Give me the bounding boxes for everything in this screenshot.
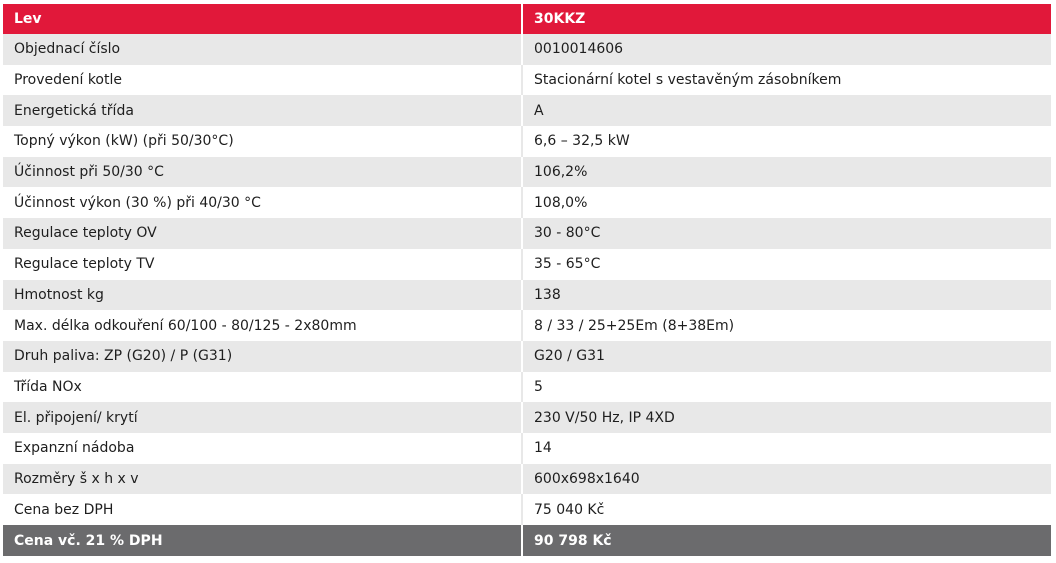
table-row	[3, 187, 1051, 218]
row-value: 5	[522, 372, 1051, 403]
row-label: Hmotnost kg	[3, 280, 522, 311]
table-row	[3, 372, 1051, 403]
row-value: 230 V/50 Hz, IP 4XD	[522, 402, 1051, 433]
spec-table-body	[3, 4, 1051, 556]
row-label: El. připojení/ krytí	[3, 402, 522, 433]
row-value: 108,0%	[522, 187, 1051, 218]
table-row	[3, 34, 1051, 65]
row-label: Cena bez DPH	[3, 494, 522, 525]
table-row	[3, 310, 1051, 341]
row-value: 0010014606	[522, 34, 1051, 65]
spec-table	[3, 4, 1051, 556]
row-label: Účinnost výkon (30 %) při 40/30 °C	[3, 187, 522, 218]
table-row	[3, 65, 1051, 96]
row-value: 138	[522, 280, 1051, 311]
table-row	[3, 464, 1051, 495]
table-row	[3, 218, 1051, 249]
row-value: 30 - 80°C	[522, 218, 1051, 249]
row-value: Stacionární kotel s vestavěným zásobníkem	[522, 65, 1051, 96]
table-row	[3, 126, 1051, 157]
row-value: 35 - 65°C	[522, 249, 1051, 280]
table-row	[3, 433, 1051, 464]
row-label: Rozměry š x h x v	[3, 464, 522, 495]
table-row	[3, 402, 1051, 433]
row-label: Účinnost při 50/30 °C	[3, 157, 522, 188]
row-label: Objednací číslo	[3, 34, 522, 65]
row-value: 14	[522, 433, 1051, 464]
row-value: 8 / 33 / 25+25Em (8+38Em)	[522, 310, 1051, 341]
row-label: Regulace teploty OV	[3, 218, 522, 249]
table-row	[3, 280, 1051, 311]
header-label: Lev	[3, 4, 522, 34]
row-value: 75 040 Kč	[522, 494, 1051, 525]
table-footer-row	[3, 525, 1051, 556]
table-row	[3, 494, 1051, 525]
row-value: 600x698x1640	[522, 464, 1051, 495]
row-value: A	[522, 95, 1051, 126]
table-header-row	[3, 4, 1051, 34]
row-label: Regulace teploty TV	[3, 249, 522, 280]
row-label: Expanzní nádoba	[3, 433, 522, 464]
table-row	[3, 157, 1051, 188]
row-label: Provedení kotle	[3, 65, 522, 96]
header-value: 30KKZ	[522, 4, 1051, 34]
table-row	[3, 249, 1051, 280]
footer-label: Cena vč. 21 % DPH	[3, 525, 522, 556]
row-value: 6,6 – 32,5 kW	[522, 126, 1051, 157]
row-label: Energetická třída	[3, 95, 522, 126]
row-label: Druh paliva: ZP (G20) / P (G31)	[3, 341, 522, 372]
row-label: Topný výkon (kW) (při 50/30°C)	[3, 126, 522, 157]
table-row	[3, 341, 1051, 372]
footer-value: 90 798 Kč	[522, 525, 1051, 556]
row-label: Třída NOx	[3, 372, 522, 403]
row-label: Max. délka odkouření 60/100 - 80/125 - 2x80mm	[3, 310, 522, 341]
row-value: 106,2%	[522, 157, 1051, 188]
row-value: G20 / G31	[522, 341, 1051, 372]
table-row	[3, 95, 1051, 126]
